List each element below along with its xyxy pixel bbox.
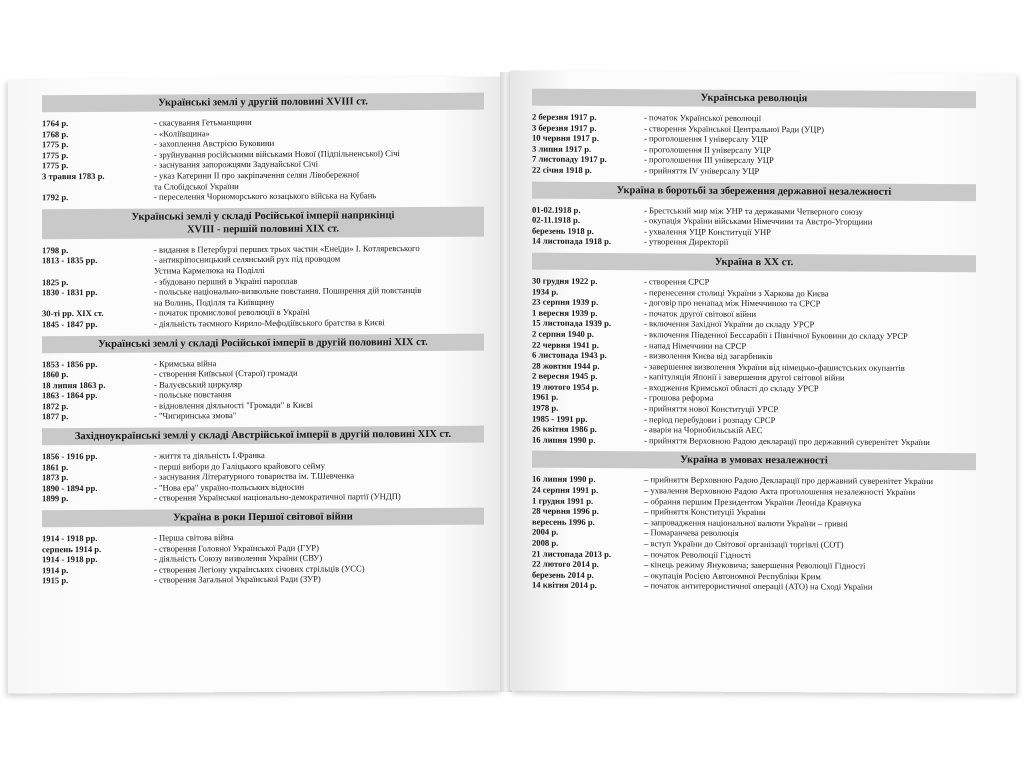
event-description: - прийняття нової Конституції УРСР	[644, 403, 779, 415]
event-description: - діяльність таємного Кирило-Мефодіївського братства в Києві	[154, 317, 385, 329]
event-date: 01-02.1918 р.	[532, 204, 581, 215]
event-date: 28 жовтня 1944 р.	[532, 360, 600, 371]
event-description: - створення Легіону українських січових стрільців (УСС)	[154, 563, 365, 575]
event-date: 30 грудня 1922 р.	[532, 275, 598, 286]
timeline-section	[532, 253, 976, 448]
event-date: 1860 р.	[42, 369, 69, 380]
event-date: 1978 р.	[532, 402, 559, 413]
event-description: - перші вибори до Галіцького крайового сейму	[154, 460, 325, 472]
timeline-row	[42, 409, 484, 422]
event-date: 2004 р.	[532, 526, 559, 538]
timeline-row	[42, 190, 484, 203]
event-description: - життя та діяльність І.Франка	[154, 450, 265, 461]
event-description: - початок Української революції	[644, 112, 762, 123]
event-date: 1768 р.	[42, 128, 69, 139]
section-title: Україна в боротьбі за збереження державної незалежності	[532, 181, 976, 201]
event-date: 1961 р.	[532, 392, 559, 403]
event-description: – ухвалення Верховною Радою Акта проголошення незалежності України	[644, 485, 916, 497]
event-description: - створення СРСР	[644, 276, 710, 287]
event-date: 7 листопаду 1917 р.	[532, 153, 607, 165]
event-description: – кінець режиму Януковича; завершення Революції Гідності	[644, 559, 866, 571]
event-description: - Перша світова війна	[154, 532, 234, 543]
event-description: – прийняття Верховною Радою Декларації про державний суверенітет України	[644, 474, 933, 487]
event-date: 1 грудня 1991 р.	[532, 495, 594, 506]
timeline-section	[42, 93, 484, 203]
event-date: 1830 - 1831 рр.	[42, 287, 98, 298]
event-date: серпень 1914 р.	[42, 543, 102, 554]
event-description: - окупація України військами Німеччини та Австро-Угорщини	[644, 215, 873, 227]
timeline-row	[42, 317, 484, 330]
event-description: – запровадження національної валюти України – гривні	[644, 517, 848, 529]
event-date: 1914 р.	[42, 564, 69, 576]
event-date: 1985 - 1991 рр.	[532, 413, 588, 424]
event-date: 1798 р.	[42, 244, 69, 256]
event-date: березень 2014 р.	[532, 569, 594, 580]
event-description: - включення Західної України до складу УРСР	[644, 318, 815, 330]
event-date: 1934 р.	[532, 286, 559, 297]
event-description: - заснування запорожцями Задунайської Січі	[154, 158, 318, 170]
event-date: 10 червня 1917 р.	[532, 132, 599, 144]
event-description: - створення Української Центральної Ради (УЦР)	[644, 122, 825, 134]
event-description: - Валуєвський циркуляр	[154, 378, 243, 390]
event-date: 1775 р.	[42, 139, 69, 150]
event-date: 15 листопада 1939 р.	[532, 317, 612, 329]
event-description: - захоплення Австрією Буковини	[154, 138, 275, 149]
timeline-section	[42, 426, 484, 505]
event-description: - "Нова ера" україно-польських відносин	[154, 481, 305, 493]
event-description: - прийняття IV універсалу УЦР	[644, 165, 760, 176]
event-date: 1775 р.	[42, 149, 69, 161]
event-description: - перенесення столиці України з Харкова до Києва	[644, 286, 829, 298]
timeline-section	[42, 508, 484, 587]
section-title: Україна в умовах незалежності	[532, 451, 976, 471]
event-date: 1890 - 1894 рр.	[42, 482, 98, 494]
event-description: - польське національно-визвольне повстання. Поширення дій повстанців на Волинь, Поділля та Київщину	[154, 285, 422, 308]
section-title: Українські землі у складі Російської імперії в другій половині XIX ст.	[42, 333, 484, 353]
event-description: - створення Київської (Старої) громади	[154, 367, 298, 379]
event-date: 30-ті рр. XIX ст.	[42, 308, 104, 319]
event-date: 22 лютого 2014 р.	[532, 558, 599, 570]
left-page	[8, 76, 502, 693]
event-description: - відновлення діяльності "Громади" в Києві	[154, 399, 314, 411]
event-description: - зруйнування російськими військами Нової (Підпільненської) Січі	[154, 147, 400, 160]
event-date: 1914 - 1918 рр.	[42, 554, 98, 565]
event-description: - створення Української національно-демократичної партії (УНДП)	[154, 491, 401, 504]
event-description: - «Коліївщина»	[154, 127, 210, 139]
event-date: 1915 р.	[42, 575, 69, 586]
event-description: - капітуляція Японії і завершення другої світової війни	[644, 371, 845, 383]
event-description: – початок антитерористичної операції (АТО) на Сході України	[644, 580, 873, 593]
event-date: 3 травня 1783 р.	[42, 170, 105, 182]
event-date: 1863 - 1864 рр.	[42, 390, 98, 401]
timeline-row	[42, 253, 484, 277]
event-description: - збудовано перший в Україні пароплав	[154, 275, 298, 287]
timeline-section	[532, 181, 976, 249]
event-description: - діяльність Союзу визволення України (СВУ)	[154, 552, 323, 564]
event-description: - проголошення ІІІ універсалу УЦР	[644, 154, 774, 166]
event-date: 16 липня 1990 р.	[532, 434, 596, 445]
event-date: 3 березня 1917 р.	[532, 122, 597, 133]
section-title: Західноукраїнські землі у складі Австрійської імперії в другій половині XIX ст.	[42, 426, 484, 446]
event-description: – окупація Росією Автономної Республіки Крим	[644, 570, 821, 582]
event-description: - включення Південної Бессарабії і Північної Буковини до складу УРСР	[644, 329, 908, 341]
event-date: 2008 р.	[532, 537, 559, 548]
event-date: 28 червня 1996 р.	[532, 505, 599, 517]
event-date: 18 липня 1863 р.	[42, 379, 106, 390]
event-description: - прийняття Верховною Радою декларації про державний суверенітет України	[644, 435, 930, 447]
event-date: 1825 р.	[42, 276, 69, 287]
event-date: 1877 р.	[42, 411, 69, 422]
event-description: - початок промислової революції в Україні	[154, 306, 310, 318]
timeline-section	[532, 89, 976, 178]
event-description: – вступ України до Світової організації торгівлі (СОТ)	[644, 538, 844, 550]
event-date: 21 листопада 2013 р.	[532, 548, 612, 559]
section-title: Українські землі у складі Російської імперії наприкінці XVIII - першій половині XIX ст.	[42, 206, 484, 239]
event-date: 24 серпня 1991 р.	[532, 484, 599, 496]
event-date: 1873 р.	[42, 472, 69, 483]
event-date: 1872 р.	[42, 401, 69, 412]
event-date: 22 червня 1941 р.	[532, 339, 599, 350]
event-description: - видання в Петербурзі перших трьох частин «Енеїди» І. Котляревського	[154, 242, 420, 255]
event-date: 6 листопада 1943 р.	[532, 349, 607, 361]
right-page	[510, 70, 1016, 693]
event-description: - польське повстання	[154, 389, 232, 400]
event-description: - напад Німеччини на СРСР	[644, 339, 747, 351]
section-title: Україна в ХХ ст.	[532, 253, 976, 273]
event-description: - скасування Гетьманщини	[154, 117, 252, 128]
timeline-row	[532, 580, 976, 593]
event-description: - визволення Києва від загарбників	[644, 350, 773, 362]
event-date: 14 листопада 1918 р.	[532, 235, 612, 247]
event-description: - "Чигиринська змова"	[154, 410, 237, 422]
event-description: – обрання першим Президентом України Леоніда Кравчука	[644, 495, 862, 508]
event-date: 1914 - 1918 рр.	[42, 532, 98, 544]
event-date: 2 серпня 1940 р.	[532, 328, 594, 339]
event-date: 02-11.1918 р.	[532, 214, 580, 226]
event-description: - ухвалення УЦР Конституції УНР	[644, 226, 771, 237]
event-description: - утворення Директорії	[644, 236, 729, 248]
event-date: 1792 р.	[42, 192, 69, 203]
event-date: 16 липня 1990 р.	[532, 474, 596, 485]
timeline-section	[42, 206, 484, 329]
event-description: - завершення визволення України від німецько-фашистських окупантів	[644, 360, 905, 373]
timeline-row	[532, 434, 976, 447]
event-description: – прийняття Конституції України	[644, 506, 766, 518]
section-title: Українські землі у другій половині XVIII ст.	[42, 93, 484, 113]
timeline-row	[42, 491, 484, 504]
event-date: 1861 р.	[42, 461, 69, 472]
event-date: 2 березня 1917 р.	[532, 111, 597, 122]
event-description: - створення Загальної Української Ради (ЗУР)	[154, 574, 321, 586]
event-date: 1899 р.	[42, 493, 69, 504]
timeline-section	[532, 451, 976, 593]
event-description: - грошова реформа	[644, 392, 714, 404]
event-date: березень 1918 р.	[532, 225, 594, 236]
event-date: 3 липня 1917 р.	[532, 143, 592, 154]
event-date: 1845 - 1847 рр.	[42, 318, 98, 330]
event-description: - створення Головної Української Ради (ГУР)	[154, 542, 319, 554]
event-date: 1813 - 1835 рр.	[42, 255, 98, 266]
timeline-row	[532, 236, 976, 249]
event-description: - проголошення ІІ універсалу УЦР	[644, 144, 771, 155]
event-description: - проголошення І універсалу УЦР	[644, 133, 769, 145]
event-date: 1764 р.	[42, 118, 69, 129]
timeline-row	[42, 285, 484, 309]
event-description: - переселення Чорноморського козацького війська на Кубань	[154, 190, 377, 202]
event-description: - заснування Літературного товариства ім. Т.Шевченка	[154, 470, 355, 482]
section-title: Українська революція	[532, 89, 976, 109]
timeline-row	[42, 573, 484, 586]
event-description: - Брестський мир між УНР та державами Четверного союзу	[644, 204, 863, 217]
event-date: 19 лютого 1954 р.	[532, 381, 599, 392]
event-description: – Помаранчева революція	[644, 527, 739, 539]
event-description: - антикріпосницький селянський рух під проводом Устима Кармелюка на Поділлі	[154, 253, 341, 276]
event-date: 1775 р.	[42, 160, 69, 171]
event-date: вересень 1996 р.	[532, 516, 595, 527]
event-description: - початок другої світової війни	[644, 307, 757, 319]
event-date: 14 квітня 2014 р.	[532, 579, 597, 591]
event-date: 1 вересня 1939 р.	[532, 307, 598, 318]
event-date: 22 січня 1918 р.	[532, 164, 592, 175]
event-description: - договір про ненапад між Німеччиною та СРСР	[644, 297, 821, 309]
event-description: - Кримська війна	[154, 357, 217, 369]
event-description: – початок Революції Гідності	[644, 548, 751, 560]
timeline-section	[42, 333, 484, 422]
event-date: 1856 - 1916 рр.	[42, 451, 98, 462]
event-date: 26 квітня 1986 р.	[532, 423, 597, 435]
event-description: - указ Катерини ІІ про закріпачення селян Лівобережної та Слобідської України	[154, 169, 360, 192]
event-description: - період перебудови і розпаду СРСР	[644, 413, 776, 425]
event-description: - аварія на Чорнобильській АЕС	[644, 424, 763, 436]
event-date: 1853 - 1856 рр.	[42, 358, 98, 369]
event-description: - входження Кримської області до складу УРСР	[644, 382, 819, 394]
event-date: 2 вересня 1945 р.	[532, 370, 598, 382]
event-date: 23 серпня 1939 р.	[532, 296, 599, 308]
section-title: Україна в роки Першої світової війни	[42, 508, 484, 528]
timeline-row	[532, 165, 976, 178]
timeline-row	[42, 169, 484, 193]
